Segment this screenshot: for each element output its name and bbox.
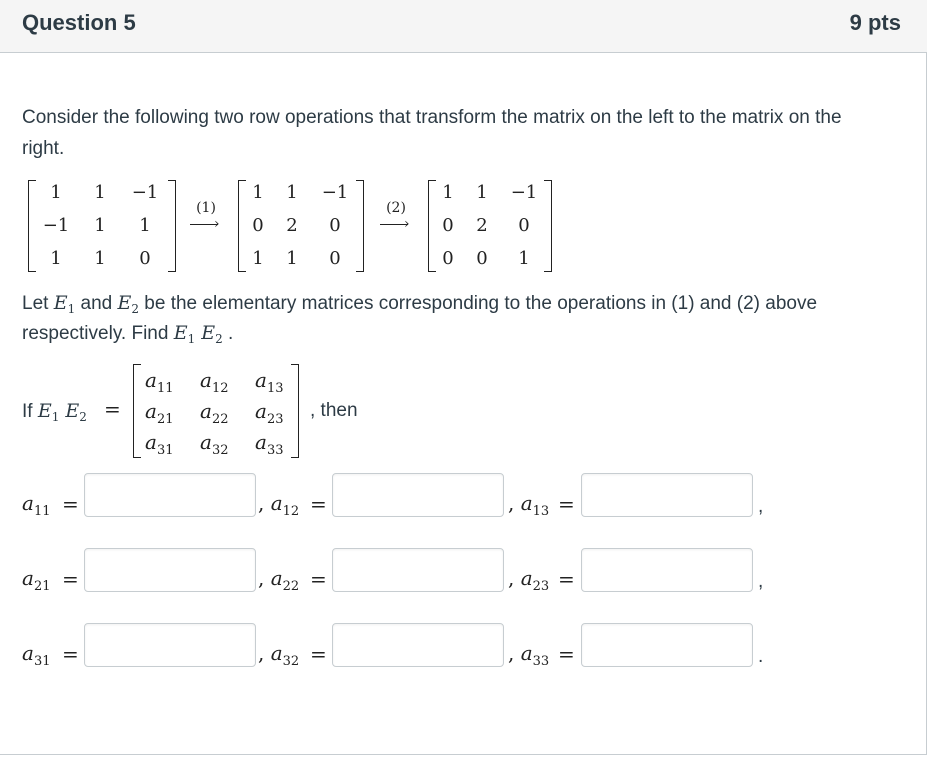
matrix-cell: 1 xyxy=(252,248,264,269)
equals-sign: = xyxy=(104,397,121,421)
equals-sign: = xyxy=(310,567,327,591)
math-E1: $E_1$ xyxy=(53,292,76,316)
matrix-cell: 0 xyxy=(442,215,454,236)
matrix-cell: 1 xyxy=(252,182,264,203)
label-a21: $a_{21}$ xyxy=(22,566,51,594)
matrix-cell: 1 xyxy=(94,182,106,203)
matrix-cell: 1 xyxy=(94,248,106,269)
matrix-cell: −1 xyxy=(321,182,349,203)
matrix-after-op1 xyxy=(238,180,364,272)
row-end-punct: , xyxy=(758,496,764,517)
then-label: , then xyxy=(310,400,358,421)
row-end-punct: . xyxy=(758,646,764,667)
equals-sign: = xyxy=(62,492,79,516)
input-a23[interactable] xyxy=(581,548,753,592)
matrix-cell: 1 xyxy=(139,215,151,236)
label-a12: , $a_{12}$ xyxy=(258,491,300,519)
matrix-unknown xyxy=(133,364,299,458)
question-header xyxy=(0,0,927,53)
matrix-cell: 0 xyxy=(252,215,264,236)
right-bracket xyxy=(544,180,552,272)
question-title: Question 5 xyxy=(22,10,136,35)
label-a23: , $a_{23}$ xyxy=(508,566,550,594)
input-a32[interactable] xyxy=(332,623,504,667)
matrix-cell: 0 xyxy=(442,248,454,269)
text: be the elementary matrices corresponding to the operations in (1) and (2) above xyxy=(139,293,818,314)
instruction-line-2 xyxy=(22,318,233,350)
row-op-label-1: (1) xyxy=(196,200,216,216)
matrix-entry: $a_{33}$ xyxy=(255,430,284,458)
equals-sign: = xyxy=(558,642,575,666)
matrix-original xyxy=(28,180,176,272)
label-a31: $a_{31}$ xyxy=(22,641,51,669)
arrow-head-icon: › xyxy=(404,216,410,232)
matrix-cell: 0 xyxy=(518,215,530,236)
if-label: If $E_1$ $E_2$ xyxy=(22,400,87,424)
text: Let xyxy=(22,293,54,314)
math-E1E2: $E_1$ $E_2$ xyxy=(37,400,87,424)
matrix-cell: 0 xyxy=(139,248,151,269)
input-a13[interactable] xyxy=(581,473,753,517)
equals-sign: = xyxy=(62,567,79,591)
label-a32: , $a_{32}$ xyxy=(258,641,300,669)
matrix-entry: $a_{22}$ xyxy=(200,399,229,427)
prompt-line-2: right. xyxy=(22,138,65,159)
right-bracket xyxy=(291,364,299,458)
matrix-entry: $a_{21}$ xyxy=(145,399,174,427)
matrix-entry: $a_{11}$ xyxy=(145,368,174,396)
text: respectively. Find xyxy=(22,323,174,344)
text: and xyxy=(75,293,118,314)
matrix-cell: 1 xyxy=(518,248,530,269)
matrix-entry: $a_{32}$ xyxy=(200,430,229,458)
matrix-cell: 0 xyxy=(476,248,488,269)
input-a22[interactable] xyxy=(332,548,504,592)
right-bracket xyxy=(356,180,364,272)
label-a13: , $a_{13}$ xyxy=(508,491,550,519)
equals-sign: = xyxy=(558,567,575,591)
matrix-cell: −1 xyxy=(131,182,159,203)
matrix-cell: 2 xyxy=(286,215,298,236)
prompt-line-1: Consider the following two row operations that transform the matrix on the left to the matrix on the xyxy=(22,107,842,128)
math-E2: $E_2$ xyxy=(117,292,139,316)
matrix-entry: $a_{13}$ xyxy=(255,368,284,396)
arrow-head-icon: › xyxy=(214,216,220,232)
input-a31[interactable] xyxy=(84,623,256,667)
matrix-entry: $a_{31}$ xyxy=(145,430,174,458)
matrix-cell: 1 xyxy=(50,248,62,269)
input-a21[interactable] xyxy=(84,548,256,592)
input-a12[interactable] xyxy=(332,473,504,517)
matrix-cell: −1 xyxy=(42,215,70,236)
instruction-line-1 xyxy=(22,288,817,320)
row-end-punct: , xyxy=(758,571,764,592)
matrix-result xyxy=(428,180,552,272)
matrix-cell: −1 xyxy=(510,182,538,203)
matrix-cell: 0 xyxy=(329,248,341,269)
math-E1E2: $E_1$ $E_2$ xyxy=(173,322,223,346)
row-op-arrow-2 xyxy=(376,200,416,240)
label-a22: , $a_{22}$ xyxy=(258,566,300,594)
row-op-arrow-1 xyxy=(186,200,226,240)
label-a11: $a_{11}$ xyxy=(22,491,51,519)
equals-sign: = xyxy=(310,642,327,666)
matrix-cell: 1 xyxy=(442,182,454,203)
matrix-entry: $a_{23}$ xyxy=(255,399,284,427)
equals-sign: = xyxy=(558,492,575,516)
left-bracket xyxy=(133,364,141,458)
matrix-entry: $a_{12}$ xyxy=(200,368,229,396)
text: . xyxy=(222,323,234,344)
input-a33[interactable] xyxy=(581,623,753,667)
matrix-cell: 1 xyxy=(286,182,298,203)
matrix-cell: 1 xyxy=(286,248,298,269)
matrix-cell: 2 xyxy=(476,215,488,236)
row-op-label-2: (2) xyxy=(386,200,406,216)
matrix-cell: 1 xyxy=(94,215,106,236)
left-bracket xyxy=(28,180,36,272)
equals-sign: = xyxy=(62,642,79,666)
equals-sign: = xyxy=(310,492,327,516)
right-bracket xyxy=(168,180,176,272)
input-a11[interactable] xyxy=(84,473,256,517)
matrix-cell: 0 xyxy=(329,215,341,236)
label-a33: , $a_{33}$ xyxy=(508,641,550,669)
question-points: 9 pts xyxy=(849,10,901,35)
matrix-cell: 1 xyxy=(50,182,62,203)
matrix-cell: 1 xyxy=(476,182,488,203)
